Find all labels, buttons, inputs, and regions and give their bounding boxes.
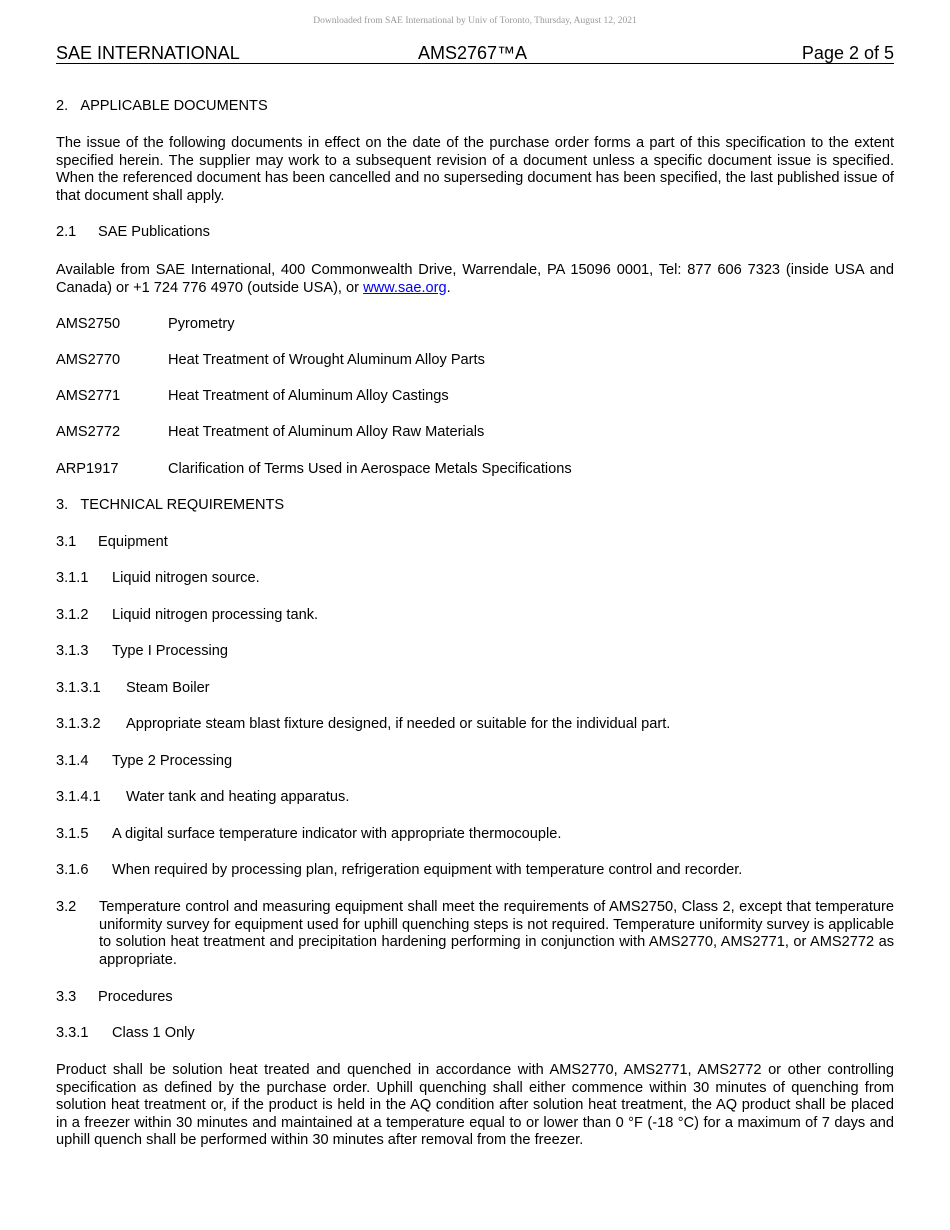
section-2-heading (56, 98, 268, 116)
item-number: 3.3 (56, 989, 77, 1005)
section-title: TECHNICAL REQUIREMENTS (80, 497, 285, 513)
reference-title: Heat Treatment of Aluminum Alloy Castings (168, 388, 449, 404)
reference-title: Heat Treatment of Aluminum Alloy Raw Materials (168, 424, 485, 440)
section-3-heading (56, 497, 284, 515)
item-3-1-3 (56, 643, 228, 661)
item-number: 3.1.3.1 (56, 680, 101, 696)
class-1-procedure-paragraph: Product shall be solution heat treated and quenched in accordance with AMS2770, AMS2771, AMS2772 or other controlling specification as defined by the purchase order. Uphill quenching shall either commence within 30 minutes of quenching from solution heat treatment or, if the product is held in the AQ condition after solution heat treatment, the AQ product shall be placed in a freezer within 30 minutes and maintained at a temperature equal to or lower than 0 °F (-18 °C) for a maximum of 7 days and uphill quench shall be performed within 30 minutes after removal from the freezer. (56, 1062, 894, 1149)
header-page-number: Page 2 of 5 (801, 43, 894, 63)
item-number: 3.1.4 (56, 753, 89, 769)
availability-text: Available from SAE International, 400 Commonwealth Drive, Warrendale, PA 15096 0001, Tel: 877 606 7323 (inside USA and Canada) or +1 724 776 4970 (outside USA), or (56, 262, 894, 296)
sae-website-link[interactable]: www.sae.org (363, 279, 447, 296)
section-number: 3. (56, 497, 69, 513)
item-number: 3.1.6 (56, 862, 89, 878)
item-number: 3.1.1 (56, 570, 89, 586)
reference-id: AMS2770 (56, 352, 121, 368)
item-text: Liquid nitrogen source. (112, 570, 260, 586)
item-number: 3.3.1 (56, 1025, 89, 1041)
section-number: 2.1 (56, 224, 77, 240)
item-text: Type 2 Processing (112, 753, 233, 769)
section-2-intro: The issue of the following documents in effect on the date of the purchase order forms a part of this specification to the extent specified herein. The supplier may work to a subsequent revision of a document unless a specific document issue is specified. When the referenced document has been cancelled and no superseding document has been specified, the last published issue of that document shall apply. (56, 135, 894, 204)
item-number: 3.1.3.2 (56, 716, 101, 732)
availability-paragraph (56, 262, 894, 297)
item-3-1-4-1 (56, 789, 349, 807)
page-header (56, 43, 894, 64)
item-3-3 (56, 989, 173, 1007)
item-3-1-4 (56, 753, 232, 771)
reference-id: ARP1917 (56, 461, 119, 477)
reference-id: AMS2771 (56, 388, 121, 404)
reference-title: Pyrometry (168, 316, 235, 332)
item-text: Water tank and heating apparatus. (126, 789, 350, 805)
section-title: APPLICABLE DOCUMENTS (80, 98, 268, 114)
item-text: Procedures (98, 989, 173, 1005)
item-3-1-3-1 (56, 680, 210, 698)
item-number: 3.2 (56, 899, 77, 915)
item-text: A digital surface temperature indicator with appropriate thermocouple. (112, 826, 562, 842)
item-number: 3.1.5 (56, 826, 89, 842)
item-3-2 (56, 899, 894, 969)
reference-id: AMS2772 (56, 424, 121, 440)
item-text: Liquid nitrogen processing tank. (112, 607, 319, 623)
item-3-1-3-2 (56, 716, 670, 734)
item-3-1-1 (56, 570, 260, 588)
item-text: Equipment (98, 534, 168, 550)
reference-title: Heat Treatment of Wrought Aluminum Alloy Parts (168, 352, 485, 368)
item-text: Steam Boiler (126, 680, 210, 696)
item-number: 3.1.2 (56, 607, 89, 623)
reference-title: Clarification of Terms Used in Aerospace Metals Specifications (168, 461, 572, 477)
item-3-1-6 (56, 862, 742, 880)
item-text: Type I Processing (112, 643, 228, 659)
item-text: Class 1 Only (112, 1025, 195, 1041)
item-3-1 (56, 534, 168, 552)
header-document-number: AMS2767™A (418, 43, 528, 63)
item-3-1-2 (56, 607, 318, 625)
item-3-3-1 (56, 1025, 195, 1043)
item-text: Appropriate steam blast fixture designed, if needed or suitable for the individual part. (126, 716, 671, 732)
section-title: SAE Publications (98, 224, 210, 240)
item-3-1-5 (56, 826, 561, 844)
item-text: When required by processing plan, refrigeration equipment with temperature control and recorder. (112, 862, 743, 878)
item-number: 3.1.4.1 (56, 789, 101, 805)
item-number: 3.1 (56, 534, 77, 550)
header-organization: SAE INTERNATIONAL (56, 43, 240, 63)
download-watermark: Downloaded from SAE International by Univ of Toronto, Thursday, August 12, 2021 (313, 16, 637, 26)
item-number: 3.1.3 (56, 643, 89, 659)
reference-id: AMS2750 (56, 316, 121, 332)
section-number: 2. (56, 98, 69, 114)
section-2-1-heading (56, 224, 210, 242)
item-text: Temperature control and measuring equipment shall meet the requirements of AMS2750, Class 2, except that temperature uniformity survey for equipment used for uphill quenching steps is not required. Temperature uniformity survey is applicable to solution heat treatment and precipitation hardening performing in conjunction with AMS2770, AMS2771, or AMS2772 as appropriate. (99, 899, 894, 968)
availability-end: . (446, 279, 451, 296)
